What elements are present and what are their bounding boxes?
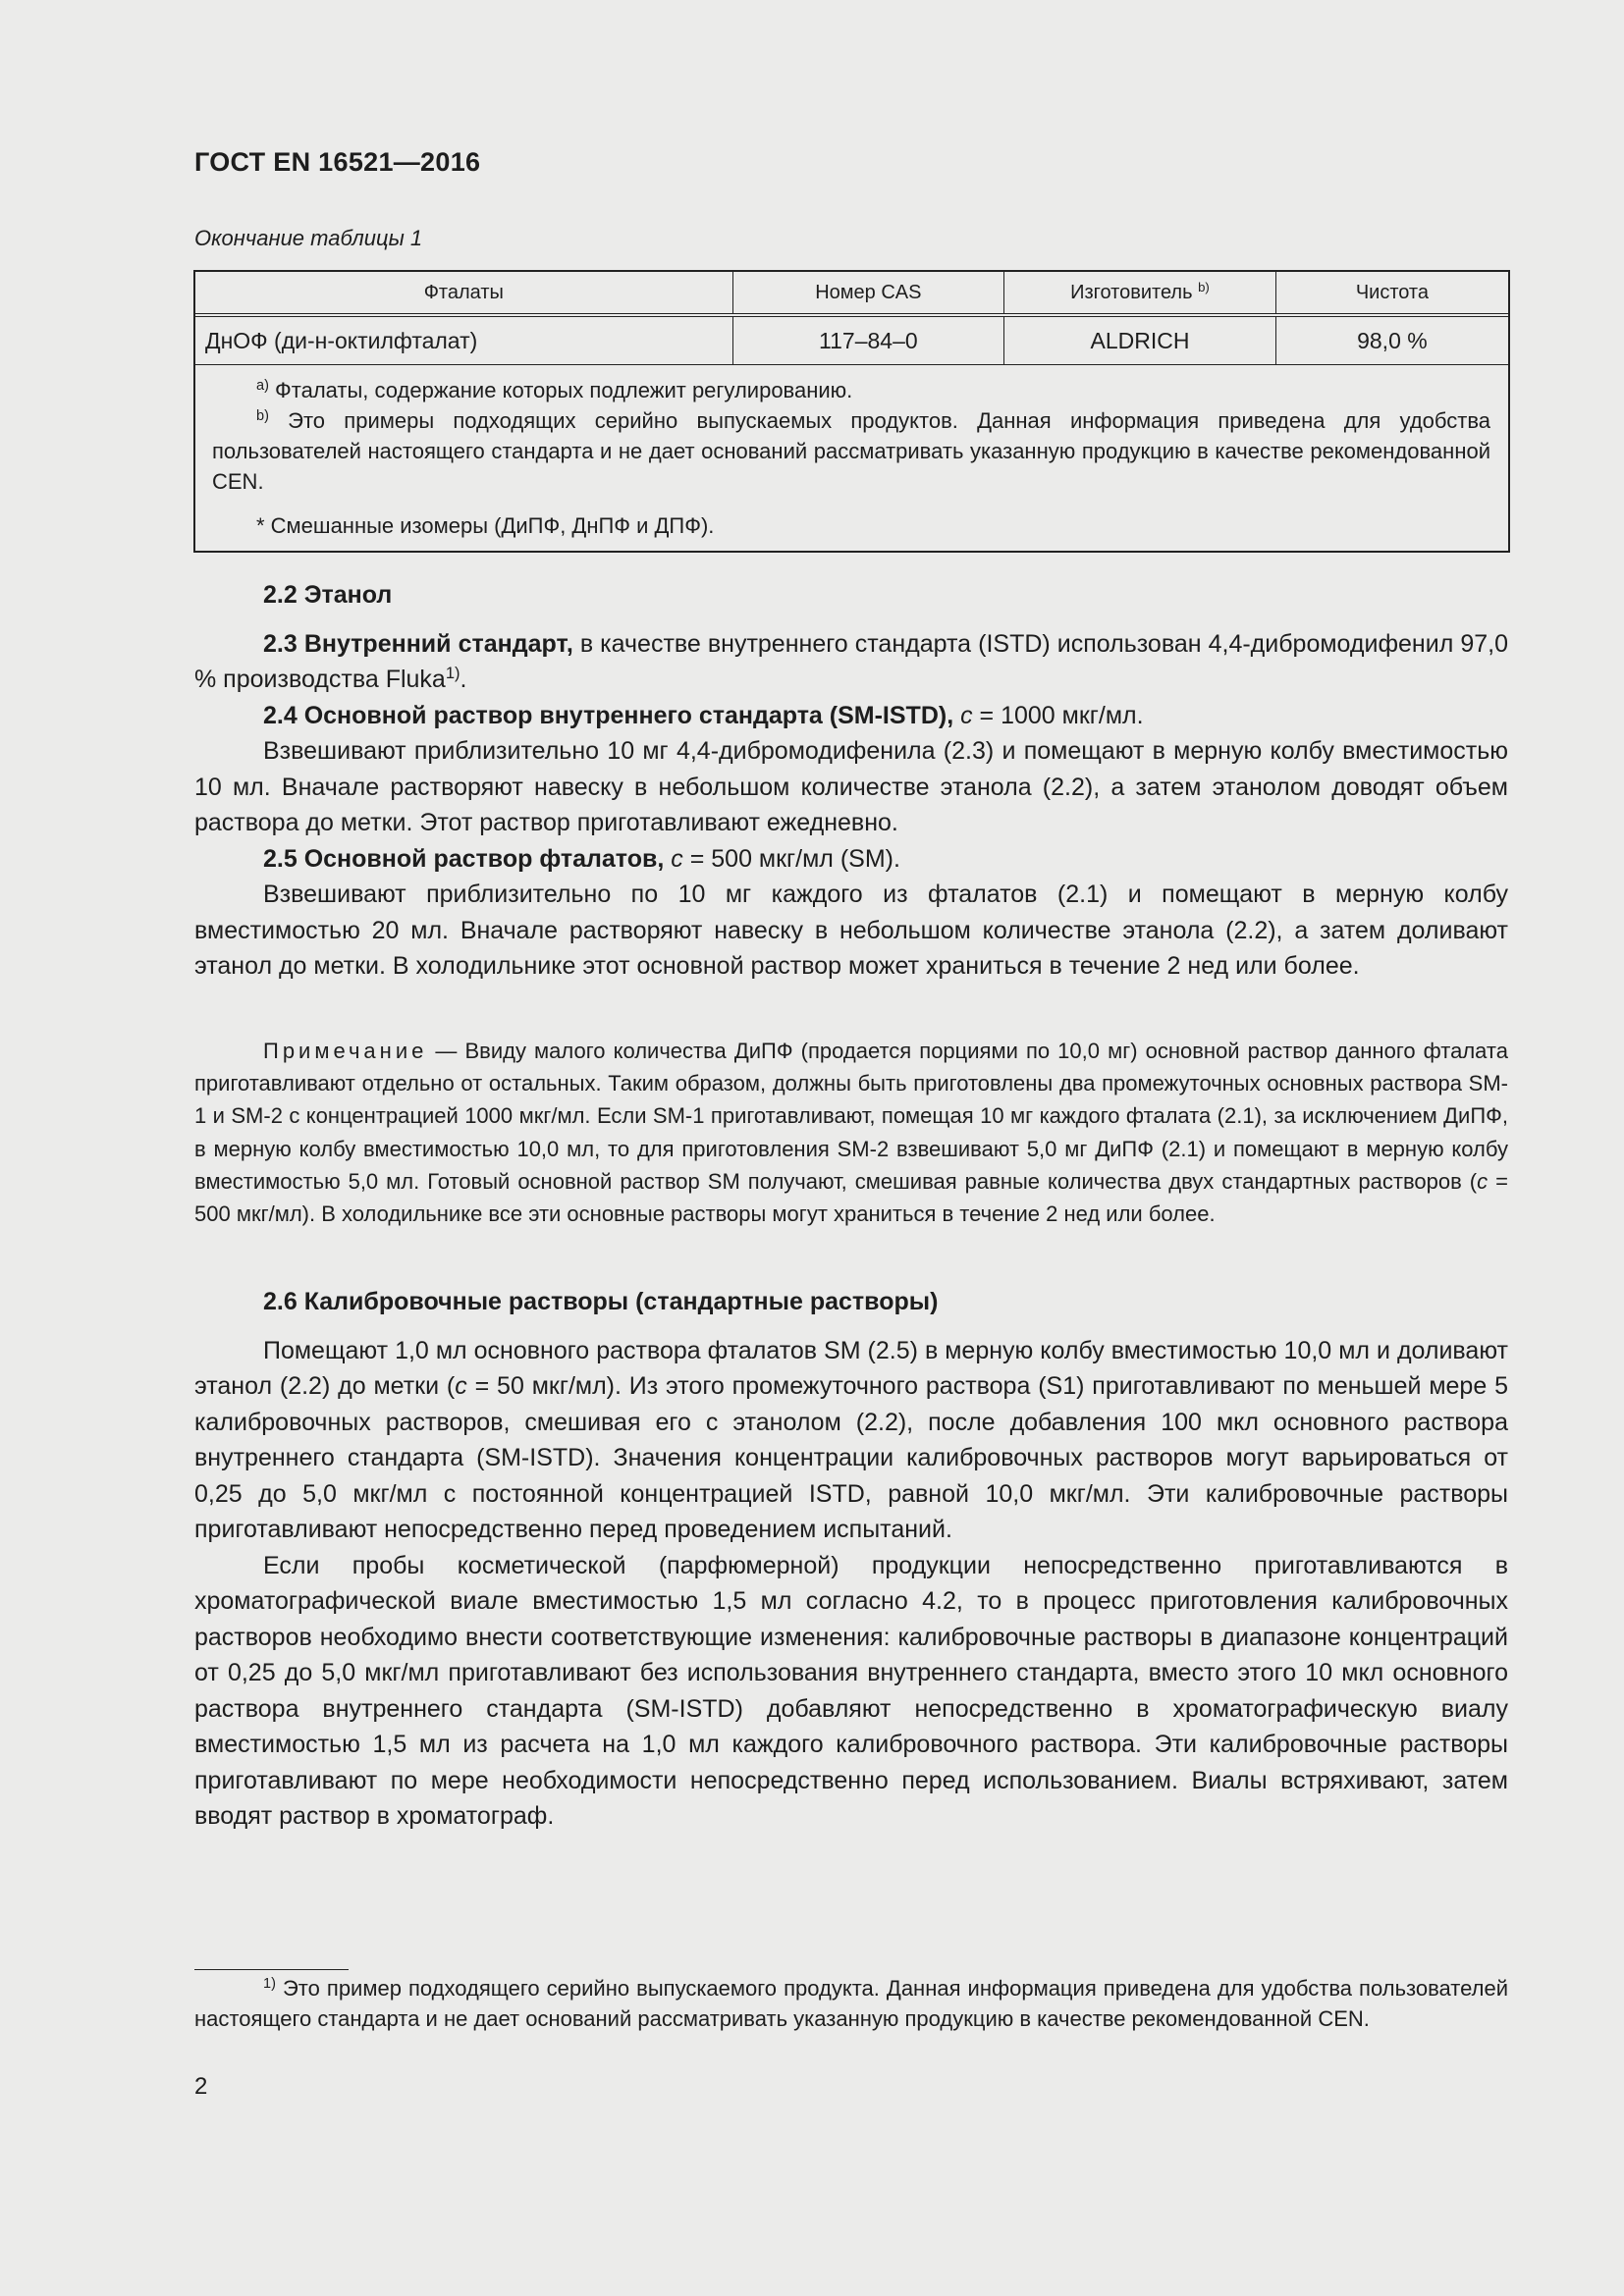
section-2-6-paragraph-1 bbox=[194, 1333, 1508, 1548]
note-c: c bbox=[1477, 1168, 1489, 1194]
section-2-4 bbox=[194, 698, 1508, 734]
footnote-mark: 1) bbox=[263, 1976, 276, 1993]
section-2-5 bbox=[194, 841, 1508, 878]
phthalates-table-grid bbox=[195, 272, 1508, 364]
section-2-4-value: = 1000 мкг/мл. bbox=[972, 701, 1144, 729]
section-2-5-heading: 2.5 Основной раствор фталатов, bbox=[263, 844, 665, 873]
column-header-phthalates: Фталаты bbox=[195, 272, 732, 315]
table-notes bbox=[195, 364, 1508, 551]
document-header: ГОСТ EN 16521—2016 bbox=[194, 147, 481, 177]
footnote-paragraph bbox=[194, 1973, 1508, 2034]
section-2-2-heading: 2.2 Этанол bbox=[263, 581, 393, 609]
section-2-6-p1-a: Помещают 1,0 мл основного раствора фталатов SM (2.5) в мерную колбу вместимостью 10,0 мл и доливают этанол (2.2) до метки ( bbox=[194, 1336, 1508, 1400]
column-header-cas: Номер CAS bbox=[732, 272, 1004, 315]
section-2-3-text: в качестве внутреннего стандарта (ISTD) использован 4,4-дибромодифенил 97,0 % производства Fluka bbox=[194, 629, 1508, 693]
section-2-4-heading: 2.4 Основной раствор внутреннего стандарта (SM-ISTD), bbox=[263, 701, 954, 729]
section-2-3 bbox=[194, 626, 1508, 698]
page-number: 2 bbox=[194, 2073, 208, 2100]
note-block bbox=[194, 1035, 1508, 1230]
footnote-text: Это пример подходящего серийно выпускаемого продукта. Данная информация приведена для удобства пользователей настоящего стандарта и не дает оснований рассматривать указанную продукцию в качестве рекомендованной CEN. bbox=[194, 1976, 1508, 2031]
manufacturer-footnote-mark: b) bbox=[1198, 279, 1210, 294]
phthalates-table bbox=[193, 270, 1510, 553]
table-note-b bbox=[212, 405, 1490, 497]
sections-2-2-to-2-5 bbox=[194, 577, 1508, 985]
note-a-mark: a) bbox=[256, 378, 269, 395]
note-a-text: Фталаты, содержание которых подлежит регулированию. bbox=[268, 378, 853, 402]
footnote bbox=[194, 1973, 1508, 2034]
section-2-6-p1-b: = 50 мкг/мл). Из этого промежуточного раствора (S1) приготавливают по меньшей мере 5 калибровочных растворов, смешивая его с этанолом (2.2), после добавления 100 мкл основного раствора внутреннего стандарта (SM-ISTD). Значения концентрации калибровочных растворов могут варьироваться от 0,25 до 5,0 мкг/мл с постоянной концентрацией ISTD, равной 10,0 мкг/мл. Эти калибровочные растворы приготавливают непосредственно перед проведением испытаний. bbox=[194, 1372, 1508, 1543]
cell-phthalate: ДнОФ (ди-н-октилфталат) bbox=[195, 315, 732, 364]
note-text-a: — Ввиду малого количества ДиПФ (продается порциями по 10,0 мг) основной раствор данного фталата приготавливают отдельно от остальных. Таким образом, должны быть приготовлены два промежуточных основных раствора SM-1 и SM-2 с концентрацией 1000 мкг/мл. Если SM-1 приготавливают, помещая 10 мг каждого фталата (2.1), за исключением ДиПФ, в мерную колбу вместимостью 10,0 мл, то для приготовления SM-2 взвешивают 5,0 мг ДиПФ (2.1) и помещают в мерную колбу вместимостью 5,0 мл. Готовый основной раствор SM получают, смешивая равные количества двух стандартных растворов ( bbox=[194, 1039, 1508, 1194]
section-2-4-paragraph: Взвешивают приблизительно 10 мг 4,4-дибромодифенила (2.3) и помещают в мерную колбу вместимостью 10 мл. Вначале растворяют навеску в небольшом количестве этанола (2.2), а затем этанолом доводят объем раствора до метки. Этот раствор приготавливают ежедневно. bbox=[194, 737, 1508, 836]
table-header-row bbox=[195, 272, 1508, 315]
table-row bbox=[195, 315, 1508, 364]
section-2-6-heading: 2.6 Калибровочные растворы (стандартные растворы) bbox=[263, 1288, 939, 1315]
section-2-5-paragraph: Взвешивают приблизительно по 10 мг каждого из фталатов (2.1) и помещают в мерную колбу вместимостью 20 мл. Вначале растворяют навеску в небольшом количестве этанола (2.2), а затем доливают этанол до метки. В холодильнике этот основной раствор может храниться в течение 2 нед или более. bbox=[194, 881, 1508, 980]
section-2-6 bbox=[194, 1284, 1508, 1835]
note-b-mark: b) bbox=[256, 408, 269, 425]
section-2-5-c: c bbox=[664, 844, 683, 873]
section-2-6-paragraph-2: Если пробы косметической (парфюмерной) продукции непосредственно приготавливаются в хроматографической виале вместимостью 1,5 мл согласно 4.2, то в процесс приготовления калибровочных растворов необходимо внести соответствующие изменения: калибровочные растворы в диапазоне концентраций от 0,25 до 5,0 мкг/мл приготавливают без использования внутреннего стандарта, вместо этого 10 мкл основного раствора внутреннего стандарта (SM-ISTD) добавляют непосредственно в хроматографическую виалу вместимостью 1,5 мл из расчета на 1,0 мл каждого калибровочного раствора. Эти калибровочные растворы приготавливают по мере необходимости непосредственно перед использованием. Виалы встряхивают, затем вводят раствор в хроматограф. bbox=[194, 1551, 1508, 1830]
note-label: Примечание bbox=[263, 1039, 428, 1063]
section-2-6-c: c bbox=[455, 1372, 467, 1400]
section-2-3-end: . bbox=[460, 666, 467, 693]
table-caption: Окончание таблицы 1 bbox=[194, 226, 423, 250]
footnote-ref-1: 1) bbox=[445, 664, 460, 682]
cell-cas: 117–84–0 bbox=[732, 315, 1004, 364]
cell-manufacturer: ALDRICH bbox=[1004, 315, 1276, 364]
note-paragraph bbox=[194, 1035, 1508, 1230]
note-b-text: Это примеры подходящих серийно выпускаемых продуктов. Данная информация приведена для удобства пользователей настоящего стандарта и не дает оснований рассматривать указанную продукцию в качестве рекомендованной CEN. bbox=[212, 408, 1490, 494]
footnote-divider bbox=[194, 1969, 349, 1970]
note-text-b: = 500 мкг/мл). В холодильнике все эти основные растворы могут храниться в течение 2 нед или более. bbox=[194, 1168, 1509, 1227]
section-2-4-c: c bbox=[953, 701, 973, 729]
section-2-5-value: = 500 мкг/мл (SM). bbox=[682, 844, 900, 873]
table-note-star: * Смешанные изомеры (ДиПФ, ДнПФ и ДПФ). bbox=[256, 513, 715, 538]
section-2-3-heading: 2.3 Внутренний стандарт, bbox=[263, 629, 573, 658]
cell-purity: 98,0 % bbox=[1357, 327, 1428, 353]
column-header-purity: Чистота bbox=[1275, 272, 1508, 315]
column-header-manufacturer bbox=[1004, 272, 1276, 315]
table-note-a bbox=[212, 375, 1490, 405]
manufacturer-label: Изготовитель bbox=[1070, 281, 1193, 303]
